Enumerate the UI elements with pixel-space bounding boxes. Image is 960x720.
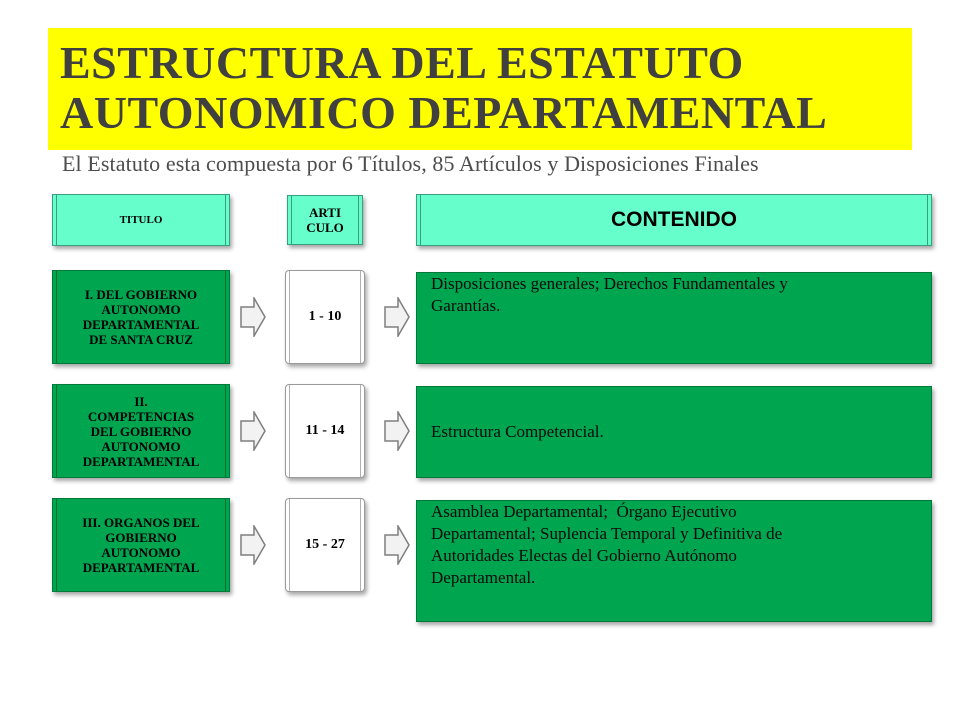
contenido-3-line: Departamental; Suplencia Temporal y Definitiva de	[431, 524, 783, 543]
articulo-box-2	[285, 384, 365, 478]
header-contenido	[416, 194, 932, 246]
titulo-3-line: III. ORGANOS DEL	[82, 515, 200, 530]
titulo-box-3	[52, 498, 230, 592]
contenido-3-line: Asamblea Departamental; Órgano Ejecutivo	[431, 502, 737, 521]
header-titulo-label: TITULO	[119, 214, 163, 226]
chevron-arrow-icon	[240, 525, 266, 565]
title-banner	[48, 28, 912, 150]
titulo-box-2	[52, 384, 230, 478]
contenido-2-line: Estructura Competencial.	[431, 422, 604, 441]
chevron-arrow-icon	[240, 411, 266, 451]
header-articulo-line1: ARTI	[308, 205, 342, 220]
header-articulo-line2: CULO	[306, 220, 344, 235]
contenido-1-line: Disposiciones generales; Derechos Fundamentales y	[431, 274, 788, 293]
subtitle: El Estatuto esta compuesta por 6 Títulos, 85 Artículos y Disposiciones Finales	[62, 151, 759, 176]
chevron-arrow-icon	[384, 297, 410, 337]
chevron-arrow-icon	[384, 411, 410, 451]
titulo-box-1	[52, 270, 230, 364]
titulo-1-line: DEPARTAMENTAL	[82, 317, 200, 332]
titulo-2-line: DEL GOBIERNO	[90, 423, 192, 439]
titulo-2-line: AUTONOMO	[101, 438, 181, 454]
header-contenido-label: CONTENIDO	[611, 208, 737, 231]
titulo-2-line: DEPARTAMENTAL	[82, 453, 200, 469]
contenido-3-line: Autoridades Electas del Gobierno Autónomo	[431, 546, 737, 565]
contenido-1-line: Garantías.	[431, 296, 501, 315]
chevron-arrow-icon	[384, 525, 410, 565]
contenido-box-2	[416, 386, 932, 478]
contenido-box-3	[416, 500, 932, 622]
header-titulo	[52, 194, 230, 246]
articulo-box-1	[285, 270, 365, 364]
articulo-2-label: 11 - 14	[305, 423, 345, 438]
titulo-1-line: I. DEL GOBIERNO	[84, 287, 198, 302]
articulo-3-label: 15 - 27	[305, 537, 345, 552]
chevron-arrow-icon	[240, 297, 266, 337]
titulo-3-line: DEPARTAMENTAL	[82, 560, 200, 575]
titulo-1-line: DE SANTA CRUZ	[89, 332, 193, 347]
titulo-2-line: COMPETENCIAS	[87, 408, 195, 424]
titulo-3-line: AUTONOMO	[101, 545, 181, 560]
title-line-2: AUTONOMICO DEPARTAMENTAL	[60, 87, 828, 138]
articulo-1-label: 1 - 10	[308, 309, 342, 324]
articulo-box-3	[285, 498, 365, 592]
title-line-1: ESTRUCTURA DEL ESTATUTO	[60, 37, 744, 88]
contenido-box-1	[416, 272, 932, 364]
titulo-3-line: GOBIERNO	[105, 530, 177, 545]
titulo-2-line: II.	[134, 393, 148, 409]
contenido-3-line: Departamental.	[431, 568, 536, 587]
titulo-1-line: AUTONOMO	[101, 302, 181, 317]
header-articulo	[287, 195, 363, 245]
